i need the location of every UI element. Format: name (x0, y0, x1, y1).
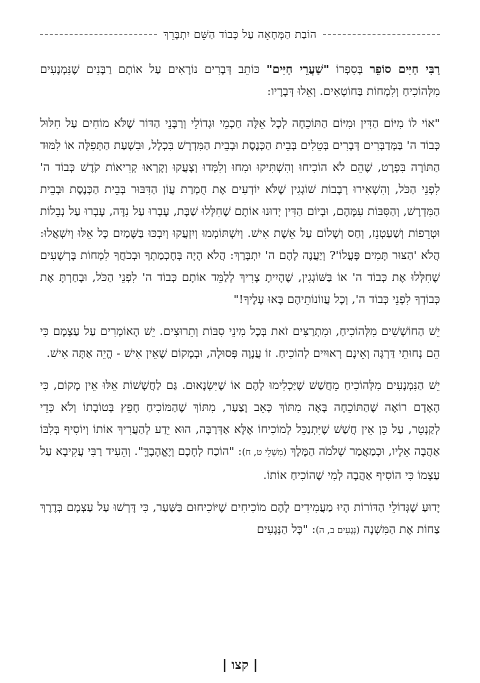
intro-book-title: "שַׁעֲרֵי חַיִּים" (266, 62, 330, 76)
paragraph-4 (40, 496, 440, 542)
page-number: | קצו | (222, 658, 258, 673)
paragraph-3-quote: : "הוֹכַח לְחָכָם וְיֶאֱהָבֶךָּ". (134, 444, 242, 458)
quote-paragraph: "אוֹי לוֹ מִיּוֹם הַדִּין וּמִיּוֹם הַתּוֹכֵחָה לְכָל אֵלֶּה חַכְמֵי וּגְדוֹלֵי וְרַבָּנֵי הַדּוֹר שֶׁלֹּא מוֹחִים עַל חִלּוּל כְּבוֹד ה' בַּמְּדַבְּרִים דְּבָרִים בְּטֵלִים בְּבֵית הַכְּנֶסֶת וּבְבֵית הַמִּדְרָשׁ בִּכְלָל, וּבִשְׁעַת הַתְּפִלָּה אוֹ לִמּוּד הַתּוֹרָה בִּפְרָט, שֶׁהֵם לֹא הוֹכִיחוּ וְהִשְׁתִּיקוּ וּמִחוּ וְלִמְּדוּ וְצָעֲקוּ וְקָרְאוּ קְרִיאוֹת קֹדֶשׁ כְּבוֹד ה' לִפְנֵי הַכֹּל, וְהִשְׁאִירוּ רְבָבוֹת שׁוֹגְגִין שֶׁלֹּא יוֹדְעִים אֶת חֻמְרַת עֲוֹן הַדִּבּוּר בְּבֵית הַכְּנֶסֶת וּבְבֵית הַמִּדְרָשׁ, וְהַסִּבּוֹת עִמָּהֶם, וּבְיוֹם הַדִּין יְדוּנוּ אוֹתָם שֶׁחִלְּלוּ שַׁבָּת, עָבְרוּ עַל נִדָּה, עָבְרוּ עַל נְבֵלוֹת וּטְרֵפוֹת וְשַׁעַטְנֵז, וְחַס וְשָׁלוֹם עַל אֵשֶׁת אִישׁ. וְיִשְׁתּוֹמְמוּ וְיִזְעֲקוּ וְיִבְכּוּ בַּשָּׁמַיִם כָּל אֵלּוּ וְיִשְׁאֲלוּ: הֲלֹא 'הַצּוּר תָּמִים פָּעֳלוֹ'? וְיַעֲנֶה לָהֶם ה' יִתְבָּרַךְ: הֲלֹא הָיָה בְּחֶכְמַתְךָ וּבְכֹחֲךָ לִמְחוֹת בָּרְשָׁעִים שֶׁחִלְּלוּ אֶת כְּבוֹד ה' אוֹ בַּשּׁוֹגְגִין, שֶׁהָיִיתָ צָרִיךְ לְלַמֵּד אוֹתָם כְּבוֹד ה' לִפְנֵי הַכֹּל, וּבָחַרְתָּ אֶת כְּבוֹדְךָ לִפְנֵי כְּבוֹד ה', וְכָל עֲווֹנוֹתֵיהֶם בָּאוּ עָלֶיךָ!" (40, 116, 440, 306)
intro-mid: בְּסִפְרוֹ (329, 62, 370, 76)
running-header (40, 24, 440, 44)
intro-author: רַבִּי חַיִּים סוֹפֵר (369, 62, 440, 76)
paragraph-4-tail: : "כָּל הַנְּגָעִים (256, 522, 316, 536)
paragraph-4-main: יָדוּעַ שֶׁגְּדוֹלֵי הַדּוֹרוֹת הָיוּ מַעֲמִידִים לָהֶם מוֹכִיחִים שֶׁיּוֹכִיחוּם בַּשַּׁעַר, כִּי דָּרְשׁוּ עַל עַצְמָם בְּדֶרֶךְ צַחוֹת אֶת הַמִּשְׁנָה (40, 500, 440, 536)
paragraph-3-source: (מִשְׁלֵי ט, ח) (241, 448, 287, 458)
header-title: הוֹבַת הַמְּחָאָה עַל כְּבוֹד הַשֵּׁם יִתְבָּרֵךְ (163, 27, 317, 41)
paragraph-2: יֵשׁ הַחוֹשְׁשִׁים מִלְּהוֹכִיחַ, וּמִתְרַצִּים זֹאת בְּכָל מִינֵי סִבּוֹת וְתֵרוּצִים. יֵשׁ הָאוֹמְרִים עַל עַצְמָם כִּי הֵם נְחוּתֵי דַּרְגָּה וְאֵינָם רְאוּיִים לְהוֹכִיחַ. זוֹ עֲנָוָה פְּסוּלָה, וּבְמָקוֹם שֶׁאֵין אִישׁ - הֱיֵה אַתָּה אִישׁ. (40, 324, 440, 360)
paragraph-3 (40, 374, 440, 486)
body-text (40, 58, 440, 542)
paragraph-3-main: יֵשׁ הַנִּמְנָעִים מִלְּהוֹכִיחַ מֵחֲשַׁשׁ שֶׁיַּכְלִימוּ לָהֶם אוֹ שֶׁיִּשְׂנָאוּם. גַּם לַחֲשָׁשׁוֹת אֵלּוּ אֵין מָקוֹם, כִּי הָאָדָם רוֹאֶה שֶׁהַתּוֹכֵחָה בָּאָה מִתּוֹךְ כְּאֵב וָצַעַר, מִתּוֹךְ שֶׁהַמּוֹכִיחַ חָפֵץ בְּטוֹבָתוֹ וְלֹא כְּדֵי לְקַנְטֵר, עַל כֵּן אֵין חֲשַׁשׁ שֶׁיִּתְנַכֵּל לְמוֹכִיחוֹ אֶלָּא אַדְּרַבָּה, הוּא יֵדַע לְהַעֲרִיךְ אוֹתוֹ וְיוֹסִיף בְּלִבּוֹ אַהֲבָה אֵלָיו, וּכְמַאֲמַר שְׁלֹמֹה הַמֶּלֶךְ (40, 378, 440, 458)
intro-paragraph (40, 58, 440, 102)
paragraph-3-tail: וְהֵעִיד רַבִּי עֲקִיבָא עַל עַצְמוֹ כִּי הוֹסִיף אַהֲבָה לְמִי שֶׁהוֹכִיחַ אוֹתוֹ. (40, 444, 440, 482)
paragraph-4-source: (נְגָעִים ב, ה) (315, 526, 360, 536)
header-rule-right (323, 34, 440, 35)
header-rule-left (40, 34, 157, 35)
intro-rest: כּוֹתֵב דְּבָרִים נוֹרָאִים עַל אוֹתָם רַבָּנִים שֶׁנִּמְנָעִים מִלְּהוֹכִיחַ וְלִמְחוֹת בַּחוֹטְאִים. וְאֵלוּ דְּבָרָיו: (40, 62, 440, 98)
